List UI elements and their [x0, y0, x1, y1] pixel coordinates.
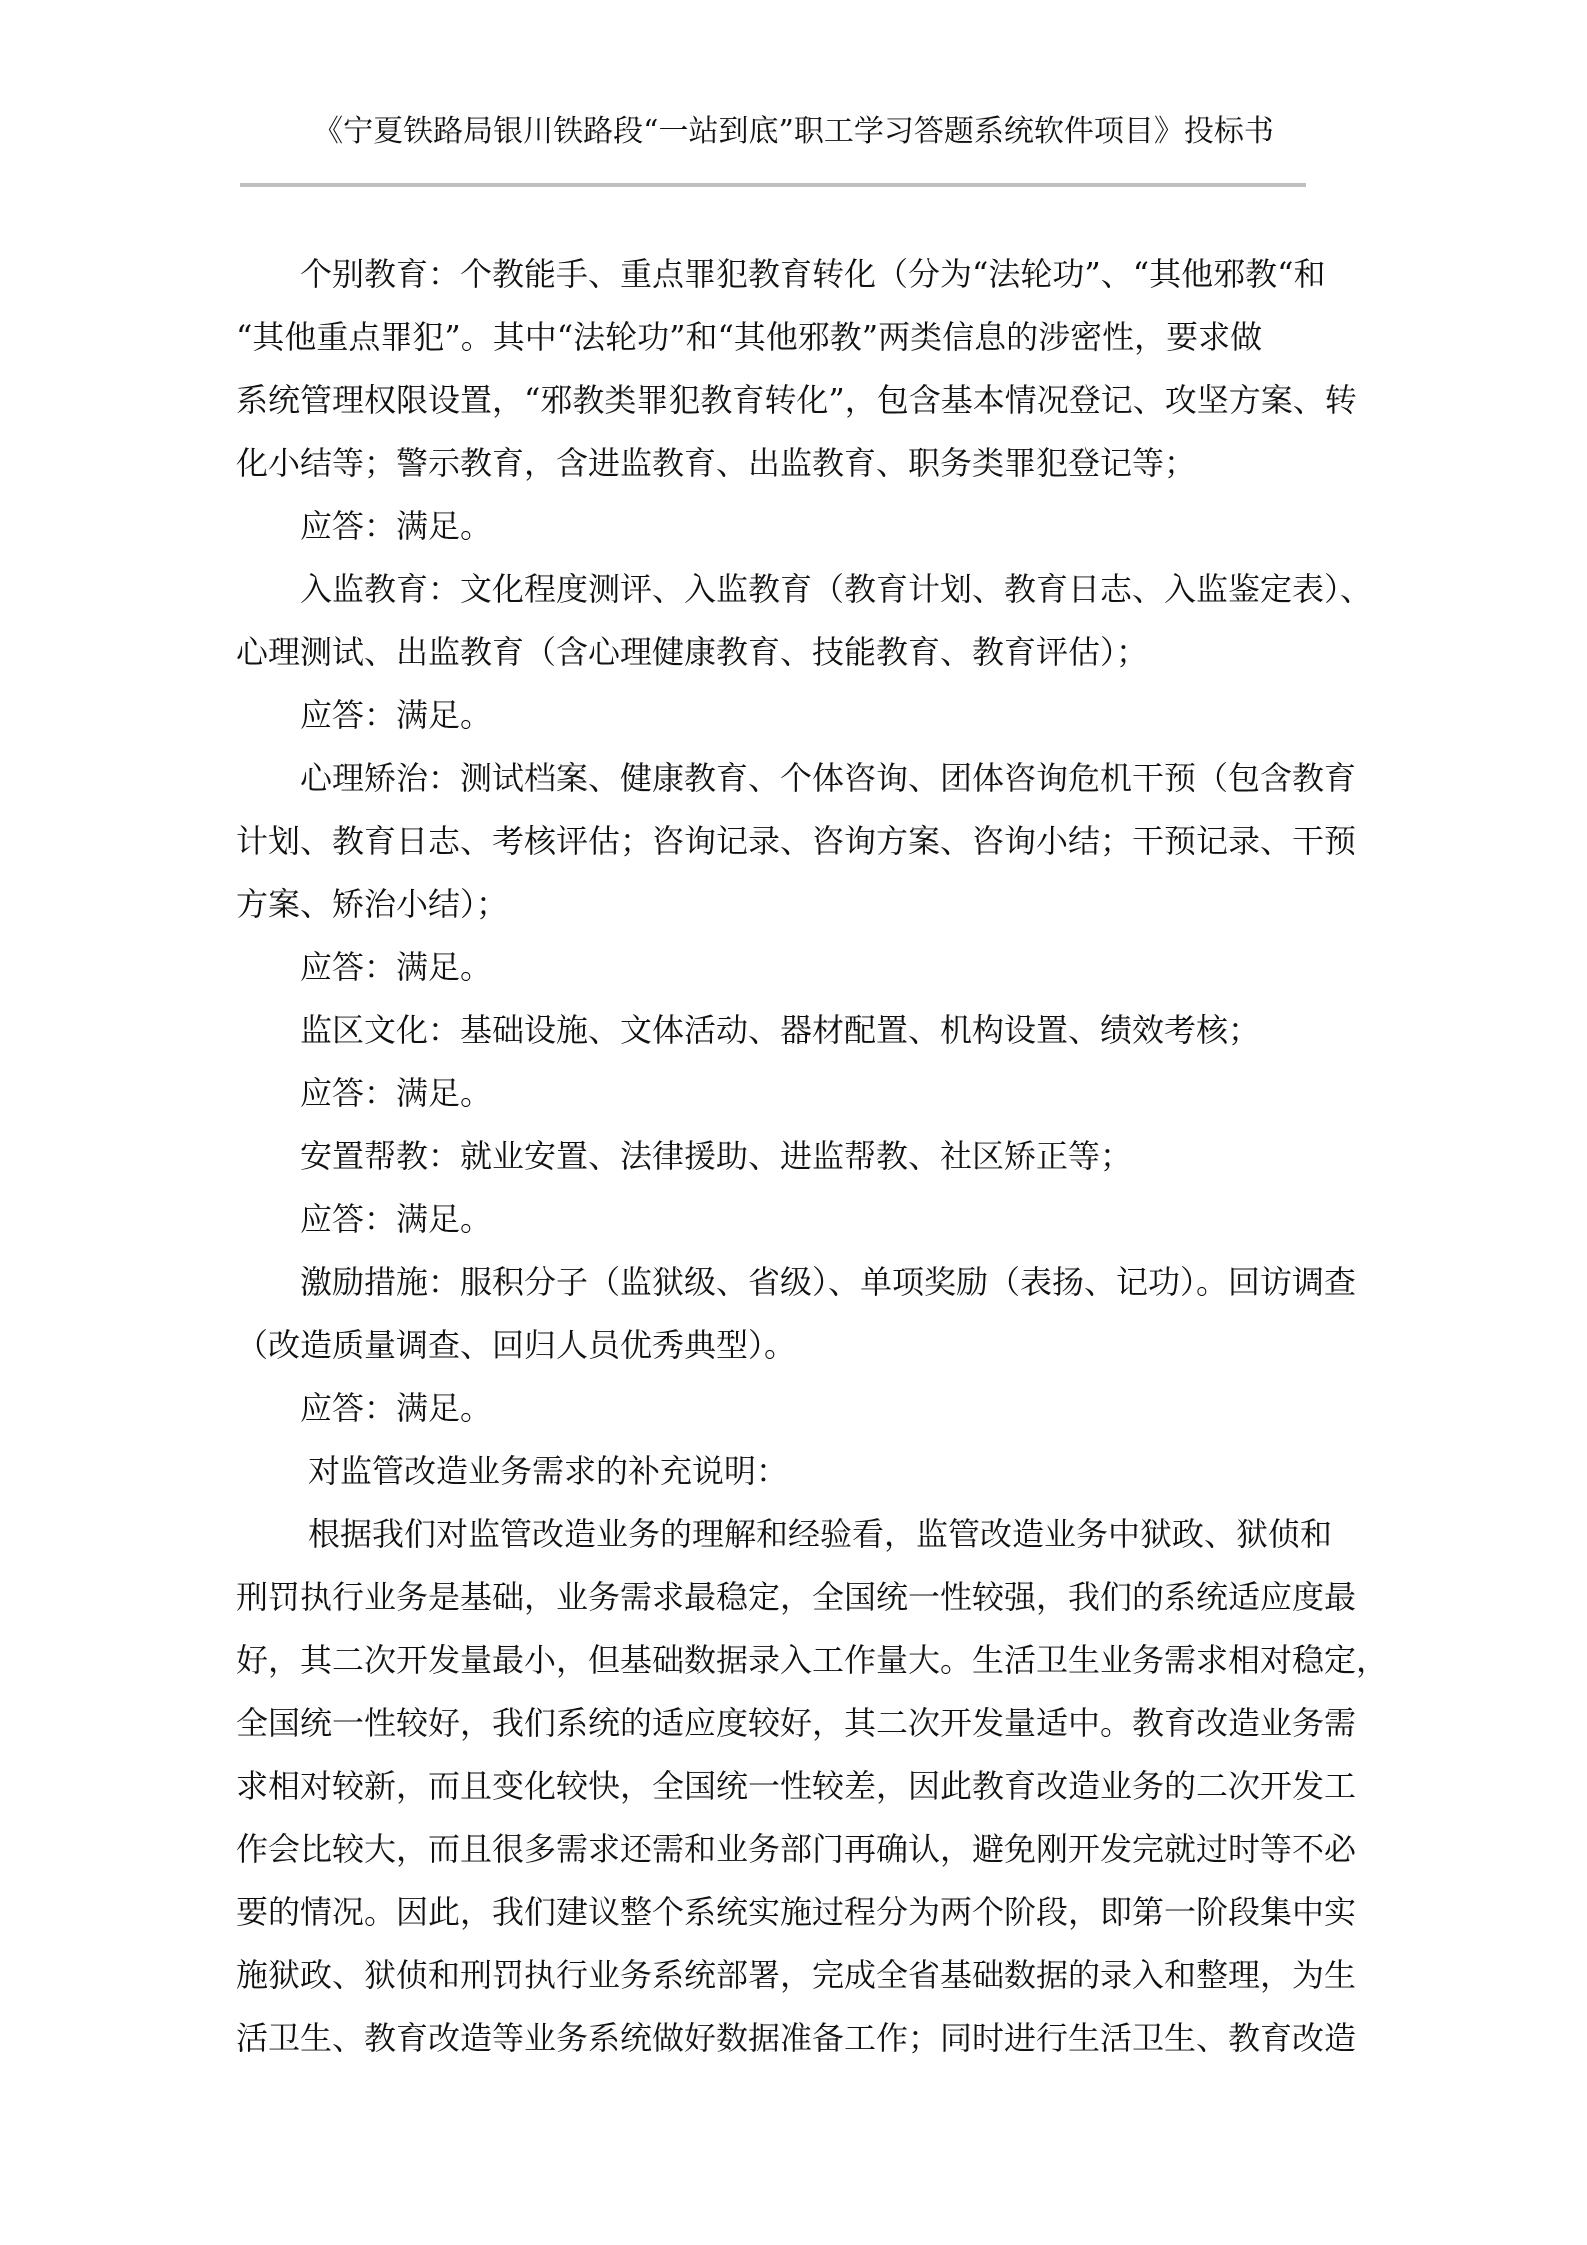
text-line: 化小结等；警示教育，含进监教育、出监教育、职务类罪犯登记等； [236, 444, 1197, 482]
text-line: 心理测试、出监教育（含心理健康教育、技能教育、教育评估）； [236, 633, 1149, 671]
text-line: 刑罚执行业务是基础，业务需求最稳定，全国统一性较强，我们的系统适应度最 [236, 1578, 1357, 1616]
text-line: 要的情况。因此，我们建议整个系统实施过程分为两个阶段，即第一阶段集中实 [236, 1893, 1357, 1931]
text-line: 作会比较大，而且很多需求还需和业务部门再确认，避免刚开发完就过时等不必 [236, 1830, 1357, 1868]
text-line: 施狱政、狱侦和刑罚执行业务系统部署，完成全省基础数据的录入和整理，为生 [236, 1956, 1357, 1994]
text-line: （改造质量调查、回归人员优秀典型）。 [236, 1326, 797, 1364]
text-line: 对监管改造业务需求的补充说明： [308, 1452, 789, 1490]
text-line: 计划、教育日志、考核评估；咨询记录、咨询方案、咨询小结；干预记录、干预 [236, 822, 1357, 860]
document-body [236, 243, 1389, 2070]
text-line: 安置帮教：就业安置、法律援助、进监帮教、社区矫正等； [300, 1137, 1133, 1175]
text-line: 方案、矫治小结）； [236, 885, 509, 923]
text-line: 全国统一性较好，我们系统的适应度较好，其二次开发量适中。教育改造业务需 [236, 1704, 1357, 1742]
text-line: 激励措施：服积分子（监狱级、省级）、单项奖励（表扬、记功）。回访调查 [300, 1263, 1357, 1301]
text-line: 应答：满足。 [300, 507, 493, 545]
text-line: 活卫生、教育改造等业务系统做好数据准备工作；同时进行生活卫生、教育改造 [236, 2019, 1357, 2057]
text-line: 监区文化：基础设施、文体活动、器材配置、机构设置、绩效考核； [300, 1011, 1261, 1049]
text-line: 应答：满足。 [300, 1200, 493, 1238]
text-line: 应答：满足。 [300, 948, 493, 986]
text-line: 系统管理权限设置，“邪教类罪犯教育转化”，包含基本情况登记、攻坚方案、转 [236, 381, 1357, 419]
text-line: 好，其二次开发量最小，但基础数据录入工作量大。生活卫生业务需求相对稳定， [236, 1641, 1389, 1679]
document-header-title: 《宁夏铁路局银川铁路段“一站到底”职工学习答题系统软件项目》投标书 [313, 114, 1274, 149]
text-line: 根据我们对监管改造业务的理解和经验看，监管改造业务中狱政、狱侦和 [308, 1515, 1333, 1553]
header-divider [240, 183, 1306, 187]
text-line: 求相对较新，而且变化较快，全国统一性较差，因此教育改造业务的二次开发工 [236, 1767, 1357, 1805]
text-line: 应答：满足。 [300, 696, 493, 734]
text-line: 应答：满足。 [300, 1389, 493, 1427]
text-line: “其他重点罪犯”。其中“法轮功”和“其他邪教”两类信息的涉密性，要求做 [236, 318, 1263, 356]
text-line: 心理矫治：测试档案、健康教育、个体咨询、团体咨询危机干预（包含教育 [300, 759, 1357, 797]
text-line: 个别教育：个教能手、重点罪犯教育转化（分为“法轮功”、“其他邪教“和 [300, 255, 1326, 293]
text-line: 入监教育：文化程度测评、入监教育（教育计划、教育日志、入监鉴定表）、 [300, 570, 1373, 608]
text-line: 应答：满足。 [300, 1074, 493, 1112]
